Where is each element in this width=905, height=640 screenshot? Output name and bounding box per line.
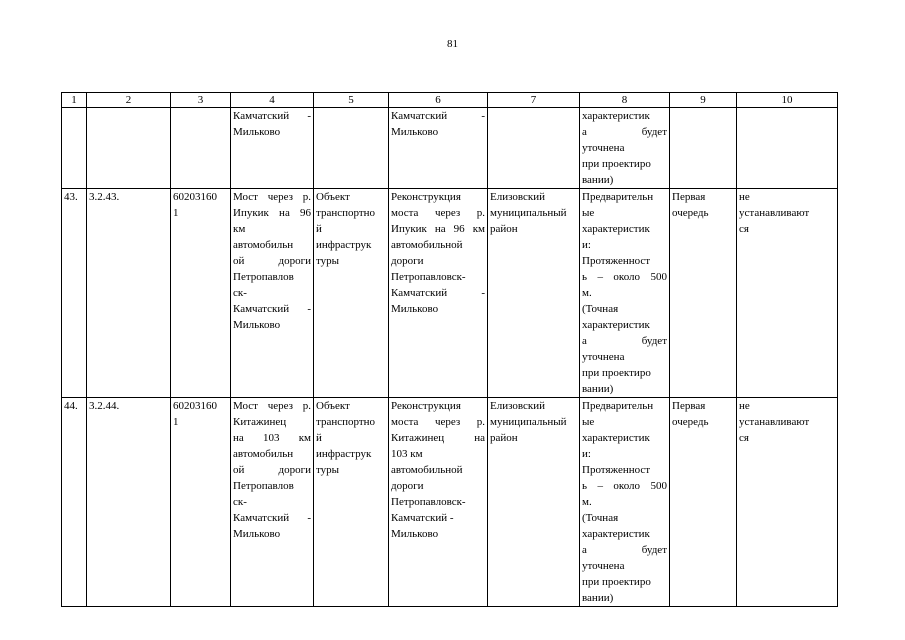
cell-line: Ипукик на 96 км — [391, 223, 485, 235]
cell-line: ся — [739, 432, 749, 444]
cell-line: характеристик — [582, 110, 650, 122]
table-cell — [231, 108, 314, 189]
cell-line: ск- — [233, 496, 247, 508]
header-cell: 2 — [87, 93, 171, 108]
cell-line: при проектиро — [582, 576, 651, 588]
cell-line: ь – около 500 — [582, 271, 667, 283]
cell-line: Камчатский - — [233, 110, 311, 122]
table-cell-characteristics — [580, 189, 670, 398]
cell-line: при проектиро — [582, 367, 651, 379]
table-cell-id — [171, 189, 231, 398]
cell-line: Ипукик на 96 — [233, 207, 311, 219]
cell-line: и: — [582, 448, 591, 460]
cell-line: м. — [582, 496, 592, 508]
cell-line: Петропавловск- — [391, 271, 466, 283]
table-cell — [580, 108, 670, 189]
cell-line: й — [316, 432, 322, 444]
cell-line: уточнена — [582, 560, 625, 572]
cell-line: 3.2.43. — [89, 191, 120, 203]
cell-line: на 103 км — [233, 432, 311, 444]
cell-line: Камчатский - — [391, 110, 485, 122]
cell-line: Объект — [316, 191, 350, 203]
cell-line: Реконструкция — [391, 400, 461, 412]
cell-line: очередь — [672, 416, 709, 428]
cell-line: дороги — [391, 255, 424, 267]
cell-line: Мильково — [391, 126, 439, 138]
cell-line: при проектиро — [582, 158, 651, 170]
cell-line: 3.2.44. — [89, 400, 120, 412]
cell-line: 1 — [173, 207, 179, 219]
table-cell — [62, 108, 87, 189]
cell-line: муниципальный — [490, 207, 567, 219]
cell-line: Петропавловск- — [391, 496, 466, 508]
cell-line: Первая — [672, 191, 706, 203]
cell-line: Китажинец — [233, 416, 287, 428]
cell-line: Объект — [316, 400, 350, 412]
table-cell — [171, 108, 231, 189]
cell-line: (Точная — [582, 303, 619, 315]
table-row — [62, 189, 838, 398]
cell-line: Петропавлов — [233, 271, 294, 283]
table-cell-type — [314, 189, 389, 398]
cell-line: автомобильной — [391, 239, 463, 251]
cell-line: характеристик — [582, 223, 650, 235]
cell-line: моста через р. — [391, 416, 485, 428]
cell-line: а будет — [582, 544, 667, 556]
table-cell-id — [171, 398, 231, 607]
table-cell-code — [87, 398, 171, 607]
cell-line: Протяженност — [582, 464, 651, 476]
cell-line: Петропавлов — [233, 480, 294, 492]
cell-line: ой дороги — [233, 255, 311, 267]
cell-line: 1 — [173, 416, 179, 428]
cell-line: и: — [582, 239, 591, 251]
cell-line: автомобильн — [233, 448, 294, 460]
table-cell-location — [488, 398, 580, 607]
cell-line: Мильково — [391, 528, 439, 540]
header-cell: 4 — [231, 93, 314, 108]
table-cell-purpose — [389, 398, 488, 607]
table-cell — [670, 108, 737, 189]
cell-line: а будет — [582, 126, 667, 138]
cell-line: ые — [582, 416, 595, 428]
cell-line: моста через р. — [391, 207, 485, 219]
cell-line: вании) — [582, 592, 614, 604]
table-cell — [314, 108, 389, 189]
cell-line: дороги — [391, 480, 424, 492]
cell-line: Китажинец на — [391, 432, 485, 444]
table-cell-name — [231, 398, 314, 607]
cell-line: Камчатский - — [233, 512, 311, 524]
cell-line: 60203160 — [173, 400, 217, 412]
table-cell — [737, 108, 838, 189]
table-cell-location — [488, 189, 580, 398]
table-row — [62, 398, 838, 607]
cell-line: ь – около 500 — [582, 480, 667, 492]
table-cell-name — [231, 189, 314, 398]
cell-line: автомобильной — [391, 464, 463, 476]
cell-line: характеристик — [582, 432, 650, 444]
cell-line: Камчатский - — [233, 303, 311, 315]
cell-line: муниципальный — [490, 416, 567, 428]
cell-line: уточнена — [582, 142, 625, 154]
cell-line: а будет — [582, 335, 667, 347]
cell-line: ой дороги — [233, 464, 311, 476]
cell-line: 43. — [64, 191, 78, 203]
cell-line: й — [316, 223, 322, 235]
cell-line: Мильково — [233, 528, 281, 540]
cell-line: Елизовский — [490, 191, 546, 203]
cell-line: Мост через р. — [233, 191, 311, 203]
cell-line: устанавливают — [739, 207, 810, 219]
cell-line: Предварительн — [582, 400, 654, 412]
cell-line: 60203160 — [173, 191, 217, 203]
cell-line: характеристик — [582, 528, 650, 540]
cell-line: транспортно — [316, 207, 376, 219]
table-cell-type — [314, 398, 389, 607]
header-cell: 10 — [737, 93, 838, 108]
cell-line: транспортно — [316, 416, 376, 428]
cell-line: м. — [582, 287, 592, 299]
header-cell: 5 — [314, 93, 389, 108]
cell-line: Камчатский - — [391, 512, 454, 524]
cell-line: Реконструкция — [391, 191, 461, 203]
table-cell-zones — [737, 398, 838, 607]
cell-line: (Точная — [582, 512, 619, 524]
cell-line: Мильково — [233, 319, 281, 331]
cell-line: район — [490, 432, 518, 444]
table-cell-num — [62, 189, 87, 398]
cell-line: туры — [316, 464, 340, 476]
cell-line: Мильково — [233, 126, 281, 138]
header-cell: 9 — [670, 93, 737, 108]
cell-line: вании) — [582, 383, 614, 395]
cell-line: 103 км — [391, 448, 423, 460]
table-cell-purpose — [389, 189, 488, 398]
table-cell-stage — [670, 398, 737, 607]
cell-line: район — [490, 223, 518, 235]
continuation-row — [62, 108, 838, 189]
cell-line: Первая — [672, 400, 706, 412]
cell-line: Мильково — [391, 303, 439, 315]
header-cell: 7 — [488, 93, 580, 108]
header-cell: 6 — [389, 93, 488, 108]
cell-line: ся — [739, 223, 749, 235]
table-cell-zones — [737, 189, 838, 398]
cell-line: автомобильн — [233, 239, 294, 251]
table-cell-code — [87, 189, 171, 398]
table-cell — [389, 108, 488, 189]
header-cell: 3 — [171, 93, 231, 108]
cell-line: туры — [316, 255, 340, 267]
cell-line: инфраструк — [316, 448, 372, 460]
cell-line: Елизовский — [490, 400, 546, 412]
cell-line: Камчатский - — [391, 287, 485, 299]
data-table — [61, 92, 838, 607]
cell-line: Протяженност — [582, 255, 651, 267]
cell-line: Мост через р. — [233, 400, 311, 412]
header-cell: 8 — [580, 93, 670, 108]
cell-line: характеристик — [582, 319, 650, 331]
cell-line: вании) — [582, 174, 614, 186]
cell-line: Предварительн — [582, 191, 654, 203]
cell-line: ск- — [233, 287, 247, 299]
cell-line: 44. — [64, 400, 78, 412]
cell-line: уточнена — [582, 351, 625, 363]
cell-line: инфраструк — [316, 239, 372, 251]
cell-line: не — [739, 191, 750, 203]
table-cell — [87, 108, 171, 189]
cell-line: не — [739, 400, 750, 412]
cell-line: устанавливают — [739, 416, 810, 428]
cell-line: км — [233, 223, 246, 235]
page-number: 81 — [447, 38, 458, 50]
header-row — [62, 93, 838, 108]
table-cell-stage — [670, 189, 737, 398]
table-cell-num — [62, 398, 87, 607]
header-cell: 1 — [62, 93, 87, 108]
cell-line: ые — [582, 207, 595, 219]
cell-line: очередь — [672, 207, 709, 219]
table-cell-characteristics — [580, 398, 670, 607]
table-cell — [488, 108, 580, 189]
